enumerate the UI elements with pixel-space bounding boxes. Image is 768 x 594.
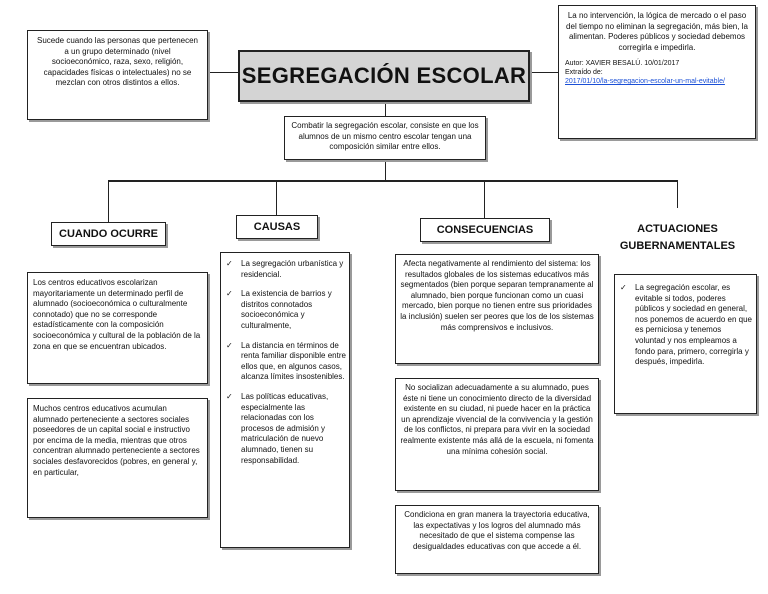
- heading-causas: [236, 215, 318, 239]
- title-text: SEGREGACIÓN ESCOLAR: [241, 63, 527, 88]
- consecuencias-box-1: [395, 254, 599, 364]
- horizontal-bar: [108, 180, 678, 182]
- definition-text: Sucede cuando las personas que pertenecen a un grupo determinado (nivel socioeconómico, raza, sexo, religión, capacidades físicas o intelectuales) no se mezclan con otros distintos a ellos.: [36, 36, 198, 88]
- heading-actuaciones: [606, 218, 749, 258]
- check-icon: ✓: [226, 259, 233, 268]
- causas-item: [223, 259, 346, 280]
- page-title: [238, 50, 530, 102]
- causas-item-text: La existencia de barrios y distritos connotados socioeconómica y culturalmente,: [241, 289, 332, 330]
- cuando-box-2: [27, 398, 208, 518]
- cuando-text-2: Muchos centros educativos acumulan alumnado perteneciente a sectores sociales poseedores de un capital social e instructivo por encima de la media, mientras que otros concentran alumnado perteneciente a sectores sociales desfavorecidos (pobres, en general y, en particular,: [33, 404, 200, 477]
- actuaciones-item-text: La segregación escolar, es evitable si todos, poderes públicos y sociedad en general, nos ponemos de acuerdo en que es perniciosa y tenemos voluntad y nos empleamos a fondo para, primero, corregirla y después, impedirla.: [635, 283, 752, 367]
- branch-consecuencias: [484, 180, 485, 218]
- causas-item: [223, 289, 346, 331]
- heading-cuando-label: CUANDO OCURRE: [59, 228, 158, 240]
- consecuencias-text-2: No socializan adecuadamente a su alumnado, pues éste ni tiene un conocimiento directo de la diversidad existente en su ciudad, ni puede hacer en la práctica un aprendizaje vivencial de la convivencia y la gestión de los conflictos, ni prepara para vivir en la sociedad realmente existente más allá de la escuela, ni fomenta una mínima cohesión social.: [400, 383, 594, 456]
- connector-title-down: [385, 102, 386, 116]
- connector-right: [530, 72, 558, 73]
- branch-actuaciones: [677, 180, 678, 208]
- quote-author: Autor: XAVIER BESALÚ. 10/01/2017: [565, 60, 680, 68]
- actuaciones-list: [617, 283, 752, 368]
- heading-consecuencias: [420, 218, 550, 242]
- consecuencias-box-3: [395, 505, 599, 574]
- actuaciones-item: [617, 283, 752, 368]
- check-icon: ✓: [226, 340, 233, 350]
- connector-goal-down: [385, 160, 386, 180]
- causas-item: [223, 392, 346, 466]
- goal-text: Combatir la segregación escolar, consiste en que los alumnos de un mismo centro escolar tengan una composición similar entre ellos.: [291, 121, 479, 152]
- source-link[interactable]: 2017/01/10/la-segregacion-escolar-un-mal-evitable/: [565, 78, 725, 86]
- goal-box: [284, 116, 486, 160]
- heading-causas-label: CAUSAS: [253, 221, 301, 233]
- actuaciones-box: [614, 274, 757, 414]
- quote-box: [558, 5, 756, 139]
- causas-item: [223, 341, 346, 383]
- definition-box: [27, 30, 208, 120]
- heading-actuaciones-label: ACTUACIONES GUBERNAMENTALES: [619, 223, 736, 252]
- branch-causas: [276, 180, 277, 215]
- consecuencias-box-2: [395, 378, 599, 491]
- quote-extracted-label: Extraído de:: [565, 69, 603, 77]
- check-icon: ✓: [226, 391, 233, 401]
- cuando-box-1: [27, 272, 208, 384]
- branch-cuando: [108, 180, 109, 222]
- causas-list: [223, 259, 346, 466]
- connector-left: [208, 72, 238, 73]
- causas-item-text: La segregación urbanística y residencial.: [241, 259, 344, 279]
- heading-cuando-ocurre: [51, 222, 166, 246]
- consecuencias-text-1: Afecta negativamente al rendimiento del sistema: los resultados globales de los sistemas educativos más segmentados (bien porque separan tempranamente al alumnado, bien porque funcionan como un cuasi mercado, bien porque no tienen entre sus prioridades la inclusión) suelen ser peores que los de los sistemas más comprensivos e inclusivos.: [400, 259, 594, 332]
- quote-text: La no intervención, la lógica de mercado o el paso del tiempo no eliminan la segregación, más bien, la alimentan. Poderes públicos y sociedad debemos corregirla e impedirla.: [566, 11, 748, 52]
- heading-consecuencias-label: CONSECUENCIAS: [436, 224, 534, 236]
- causas-box: [220, 252, 350, 548]
- causas-item-text: Las políticas educativas, especialmente las relacionadas con los procesos de admisión y matriculación de nuevo alumnado, tienen su responsabilidad.: [241, 391, 329, 465]
- check-icon: ✓: [620, 283, 627, 292]
- consecuencias-text-3: Condiciona en gran manera la trayectoria educativa, las expectativas y los logros del alumnado más necesitado de que el sistema compense las desigualdades educativas con que accede a él.: [404, 510, 590, 551]
- causas-item-text: La distancia en términos de renta familiar disponible entre ellos que, en algunos casos, alcanza límites insostenibles.: [241, 340, 346, 382]
- cuando-text-1: Los centros educativos escolarizan mayoritariamente un determinado perfil de alumnado (socioeconómica o culturalmente connotado) que no se corresponde estadísticamente con la composición socioeconómica y cultural de la población de la zona en que se encuentran ubicados.: [33, 278, 201, 351]
- check-icon: ✓: [226, 289, 233, 299]
